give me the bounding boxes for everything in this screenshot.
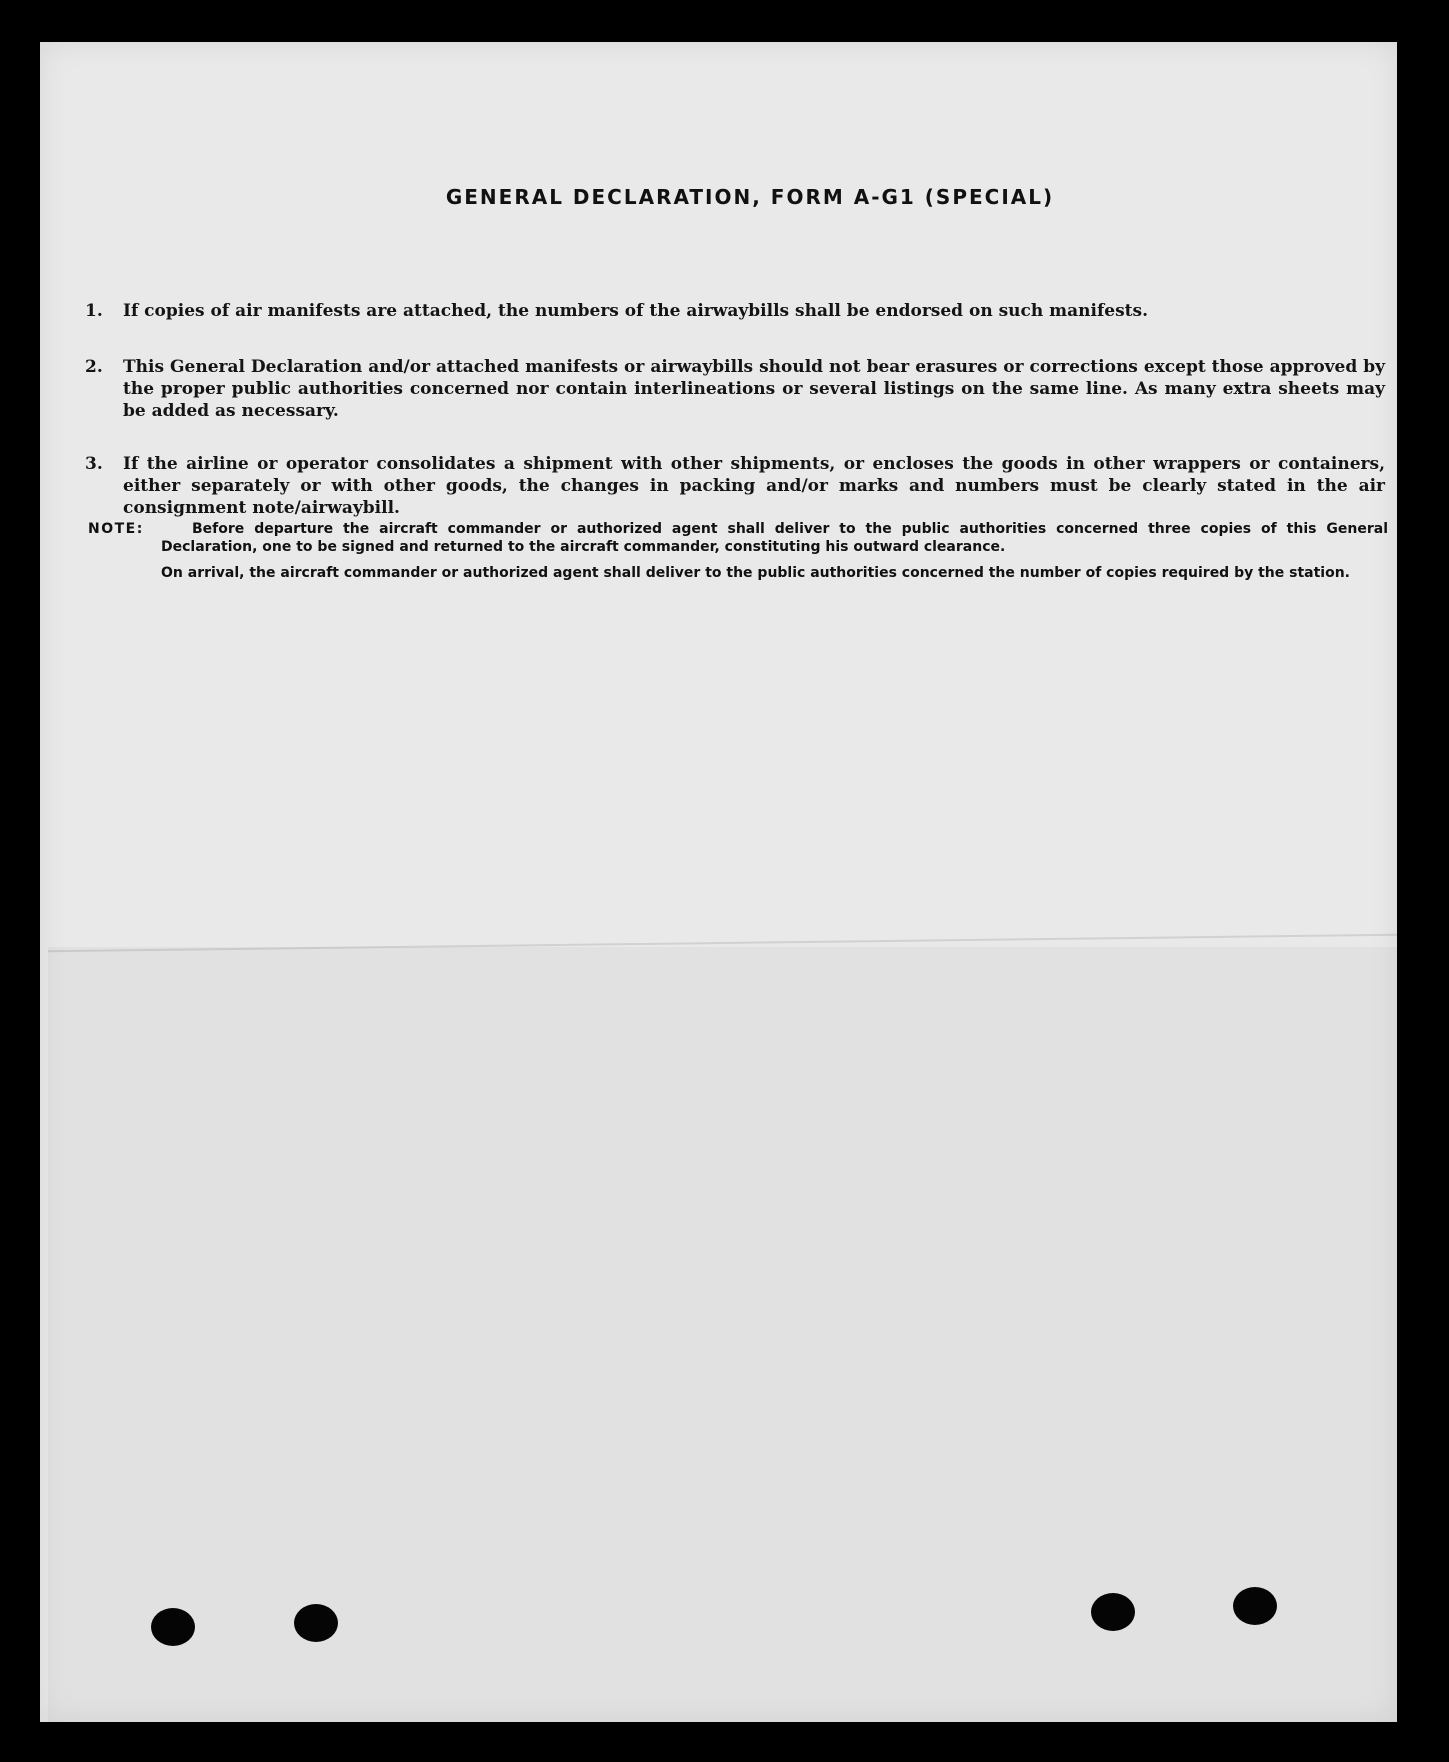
item-number: 1. xyxy=(85,301,103,321)
note-paragraph-departure: Before departure the aircraft commander or authorized agent shall deliver to the public authorities concerned three copies of this General Declaration, one to be signed and returned to the aircraft commander, constituting his outward clearance. xyxy=(161,521,1388,555)
note-paragraph-arrival: On arrival, the aircraft commander or authorized agent shall deliver to the public authorities concerned the number of copies required by the station. xyxy=(161,565,1350,581)
instruction-item-3 xyxy=(85,453,1385,519)
punch-hole xyxy=(1091,1593,1135,1631)
instruction-item-2 xyxy=(85,356,1385,422)
item-number: 3. xyxy=(85,454,103,474)
document-page xyxy=(40,42,1397,1722)
item-number: 2. xyxy=(85,357,103,377)
show-through-region xyxy=(48,947,1397,1722)
item-text: If copies of air manifests are attached, the numbers of the airwaybills shall be endorsed on such manifests. xyxy=(123,301,1149,321)
document-title: GENERAL DECLARATION, FORM A-G1 (SPECIAL) xyxy=(445,185,1055,209)
note-block xyxy=(88,520,1388,590)
instruction-item-1 xyxy=(85,300,1385,322)
item-text: If the airline or operator consolidates a shipment with other shipments, or encloses the goods in other wrappers or containers, either separately or with other goods, the changes in packing and/or marks and numbers must be clearly stated in the air consignment note/airwaybill. xyxy=(123,454,1385,518)
punch-hole xyxy=(294,1604,338,1642)
note-label: NOTE: xyxy=(88,521,144,537)
punch-hole xyxy=(151,1608,195,1646)
punch-hole xyxy=(1233,1587,1277,1625)
item-text: This General Declaration and/or attached manifests or airwaybills should not bear erasures or corrections except those approved by the proper public authorities concerned nor contain interlineations or several listings on the same line. As many extra sheets may be added as necessary. xyxy=(123,357,1385,421)
